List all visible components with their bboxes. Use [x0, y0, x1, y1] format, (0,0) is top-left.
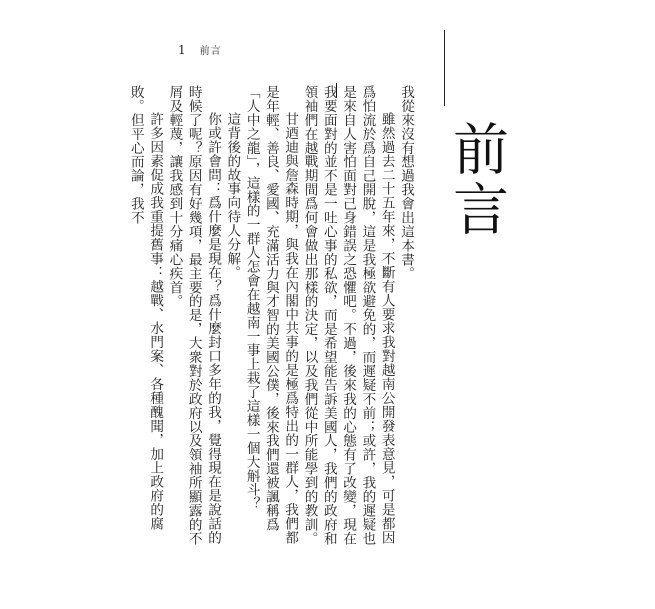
paragraph-1: 我從來沒有想過我會出這本書。	[398, 85, 414, 281]
running-head-title: 前言	[199, 46, 222, 57]
page-number: 1	[178, 43, 186, 57]
chapter-title: 前言	[444, 120, 509, 240]
paragraph-6: 許多因素促成我重提舊事：越戰、水門案、各種醜聞，加上政府的腐敗。但平心而論，我不	[127, 85, 164, 531]
running-head	[178, 42, 222, 57]
paragraph-5: 你或許會問：爲什麼是現在？爲什麼封口多年的我，覺得現在是說話的時候了呢？原因有好幾項，最主要的是，大衆對於政府以及領袖所顯露的不屑及輕蔑，讓我感到十分痛心疾首。	[166, 85, 222, 546]
paragraph-4: 這背後的故事向待人分解。	[224, 112, 241, 280]
body-text	[126, 85, 415, 547]
paragraph-2: 雖然過去二十五年來，不斷有人要求我對越南公開發表意見，可是都因爲怕流於爲自己開脫，這是我極欲避免的，而遲疑不前；或許，我的遲疑也是來自人害怕面對己身錯誤之恐懼吧。不過，後來我的心態有了改變，現在我要面對的並不是一吐心事的私欲，而是希望能告訴美國人，我們的政府和領袖們在越戰期間爲何會做出那樣的決定，以及我們從中所能學到的教訓。	[301, 85, 395, 546]
title-rule	[444, 30, 445, 106]
paragraph-3: 甘迺迪與詹森時期，與我在內閣中共事的是極爲特出的一群人，我們都是年輕、善良、愛國、充滿活力與才智的美國公僕，後來我們還被諷稱爲「人中之龍」，這樣的一群人怎會在越南一事上栽了這樣一個大斛斗？	[243, 85, 299, 545]
